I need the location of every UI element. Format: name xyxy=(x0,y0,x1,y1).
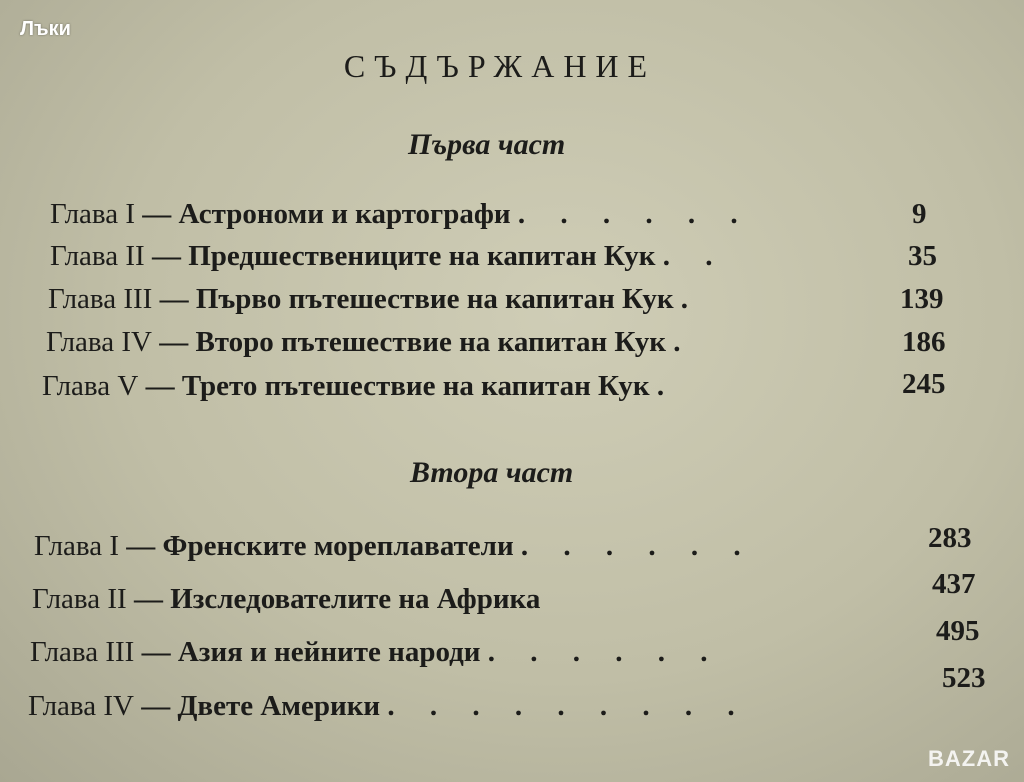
page-number: 283 xyxy=(928,522,972,554)
leader-dots: . xyxy=(656,370,679,402)
page-number: 245 xyxy=(902,368,946,400)
chapter-title: Трето пътешествие на капитан Кук xyxy=(181,370,650,402)
page-title: СЪДЪРЖАНИЕ xyxy=(343,48,657,84)
leader-dots: . . . . . . . . . xyxy=(387,690,749,722)
page-number: 9 xyxy=(912,198,927,230)
chapter-label: Глава III xyxy=(48,283,153,315)
toc-entry: Глава I — Астрономи и картографи . . . . . . xyxy=(50,198,752,230)
chapter-label: Глава III xyxy=(30,636,135,668)
chapter-label: Глава II xyxy=(32,583,127,615)
toc-entry: Глава IV — Двете Америки . . . . . . . . . xyxy=(28,690,749,722)
page-number: 495 xyxy=(936,615,980,647)
chapter-title: Двете Америки xyxy=(177,690,381,722)
chapter-title: Френските мореплаватели xyxy=(162,530,514,562)
chapter-title: Второ пътешествие на капитан Кук xyxy=(195,326,666,358)
chapter-title: Изследователите на Африка xyxy=(170,583,541,615)
chapter-title: Предшествениците на капитан Кук xyxy=(188,240,656,272)
page-number: 186 xyxy=(902,326,946,358)
chapter-title: Астрономи и картографи xyxy=(178,198,511,230)
leader-dots: . . . . . . xyxy=(517,198,752,230)
toc-entry: Глава V — Трето пътешествие на капитан Кук . xyxy=(42,370,679,402)
page-number: 139 xyxy=(900,283,944,315)
leader-dots: . xyxy=(680,283,703,315)
chapter-label: Глава IV xyxy=(46,326,152,358)
toc-entry: Глава II — Предшествениците на капитан Кук . . xyxy=(50,240,727,272)
chapter-label: Глава I xyxy=(34,530,120,562)
toc-entry: Глава III — Първо пътешествие на капитан Кук . xyxy=(48,283,703,315)
chapter-label: Глава IV xyxy=(28,690,134,722)
toc-entry: Глава I — Френските мореплаватели . . . . . . xyxy=(34,530,755,562)
toc-entry: Глава IV — Второ пътешествие на капитан Кук . xyxy=(46,326,695,358)
leader-dots: . . . . . . xyxy=(487,636,722,668)
watermark-lucky: Лъки xyxy=(20,18,71,40)
part-1-heading: Първа част xyxy=(408,128,566,161)
toc-entry: Глава III — Азия и нейните народи . . . . . . xyxy=(30,636,722,668)
chapter-title: Първо пътешествие на капитан Кук xyxy=(195,283,674,315)
chapter-label: Глава I xyxy=(50,198,136,230)
toc-entry: Глава II — Изследователите на Африка xyxy=(32,583,541,615)
chapter-title: Азия и нейните народи xyxy=(177,636,481,668)
page-number: 523 xyxy=(942,662,986,694)
leader-dots: . . xyxy=(662,240,727,272)
chapter-label: Глава II xyxy=(50,240,145,272)
bazar-logo: BAZAR xyxy=(928,746,1010,771)
chapter-label: Глава V xyxy=(42,370,139,402)
page-number: 35 xyxy=(908,240,937,272)
leader-dots: . . . . . . xyxy=(520,530,755,562)
part-2-heading: Втора част xyxy=(410,456,574,489)
page-number: 437 xyxy=(932,568,976,600)
leader-dots: . xyxy=(673,326,695,358)
